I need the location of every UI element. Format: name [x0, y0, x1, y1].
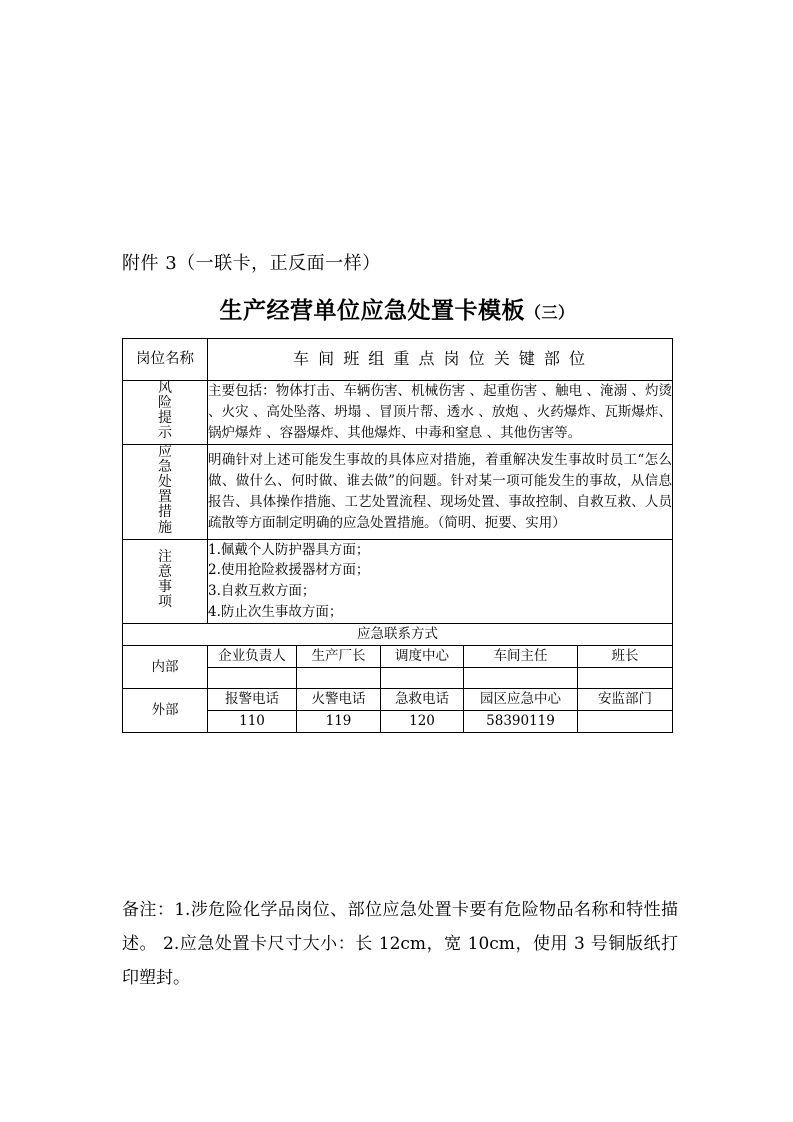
internal-value-cell[interactable]: [297, 668, 381, 689]
internal-value-cell[interactable]: [578, 668, 673, 689]
table-row-external-headers: [123, 689, 673, 711]
internal-header-cell: 企业负责人: [208, 646, 297, 668]
risk-warning-content[interactable]: 主要包括：物体打击、车辆伤害、机械伤害 、起重伤害 、触电 、淹溺 、灼烫 、火灾 、高处坠落、坍塌 、冒顶片帮、透水 、放炮 、火药爆炸、瓦斯爆炸、锅炉爆炸 、容器爆炸、其他爆炸、中毒和窒息 、其他伤害等。: [208, 380, 673, 444]
external-value-cell[interactable]: 58390119: [464, 710, 578, 732]
row-label-notes-text: 注意事项: [158, 548, 172, 611]
external-header-cell: 火警电话: [297, 689, 381, 711]
row-label-notes: [123, 539, 208, 624]
footer-remark: 备注：1.涉危险化学品岗位、部位应急处置卡要有危险物品名称和特性描述。 2.应急处置卡尺寸大小：长 12cm，宽 10cm，使用 3 号铜版纸打印塑封。: [122, 900, 678, 988]
emergency-response-card-table: [122, 338, 673, 733]
row-label-position-name: 岗位名称: [123, 339, 208, 381]
page-title-main: 生产经营单位应急处置卡模板: [219, 298, 525, 324]
note-item: 2.使用抢险救援器材方面；: [208, 562, 370, 579]
note-item: 3.自救互救方面；: [208, 583, 316, 600]
internal-value-cell[interactable]: [464, 668, 578, 689]
notes-content[interactable]: [208, 539, 673, 624]
internal-header-cell: 生产厂长: [297, 646, 381, 668]
table-row-internal-headers: [123, 646, 673, 668]
table-row-notes: [123, 539, 673, 624]
external-value-cell[interactable]: 110: [208, 710, 297, 732]
row-label-response-measures: [123, 445, 208, 539]
internal-header-cell: 班长: [578, 646, 673, 668]
external-header-cell: 急救电话: [381, 689, 464, 711]
external-header-cell: 安监部门: [578, 689, 673, 711]
contact-section-title: 应急联系方式: [123, 624, 673, 646]
internal-header-cell: 调度中心: [381, 646, 464, 668]
internal-header-cell: 车间主任: [464, 646, 578, 668]
attachment-label: 附件 3（一联卡，正反面一样）: [122, 253, 381, 274]
external-value-cell[interactable]: 120: [381, 710, 464, 732]
internal-value-cell[interactable]: [381, 668, 464, 689]
table-row-measures: [123, 445, 673, 539]
row-label-response-measures-text: 应急处置措施: [158, 444, 172, 536]
external-value-cell[interactable]: 119: [297, 710, 381, 732]
note-item: 1.佩戴个人防护器具方面；: [208, 541, 370, 558]
row-label-internal: 内部: [123, 646, 208, 689]
row-label-external: 外部: [123, 689, 208, 733]
note-item: 4.防止次生事故方面；: [208, 604, 343, 621]
table-row-position: [123, 339, 673, 381]
table-row-contact-title: [123, 624, 673, 646]
row-label-risk-warning-text: 风险提示: [158, 379, 172, 442]
page-title-suffix: （三）: [524, 303, 575, 322]
position-name-value[interactable]: 车 间 班 组 重 点 岗 位 关 键 部 位: [208, 339, 673, 381]
row-label-risk-warning: [123, 380, 208, 444]
external-header-cell: 报警电话: [208, 689, 297, 711]
response-measures-content[interactable]: 明确针对上述可能发生事故的具体应对措施，着重解决发生事故时员工“怎么做、做什么、何时做、谁去做”的问题。针对某一项可能发生的事故，从信息报告、具体操作措施、工艺处置流程、现场处置、事故控制、自救互救、人员疏散等方面制定明确的应急处置措施。（简明、扼要、实用）: [208, 445, 673, 539]
external-value-cell[interactable]: [578, 710, 673, 732]
internal-value-cell[interactable]: [208, 668, 297, 689]
external-header-cell: 园区应急中心: [464, 689, 578, 711]
table-row-risk: [123, 380, 673, 444]
page-title: [122, 292, 672, 325]
